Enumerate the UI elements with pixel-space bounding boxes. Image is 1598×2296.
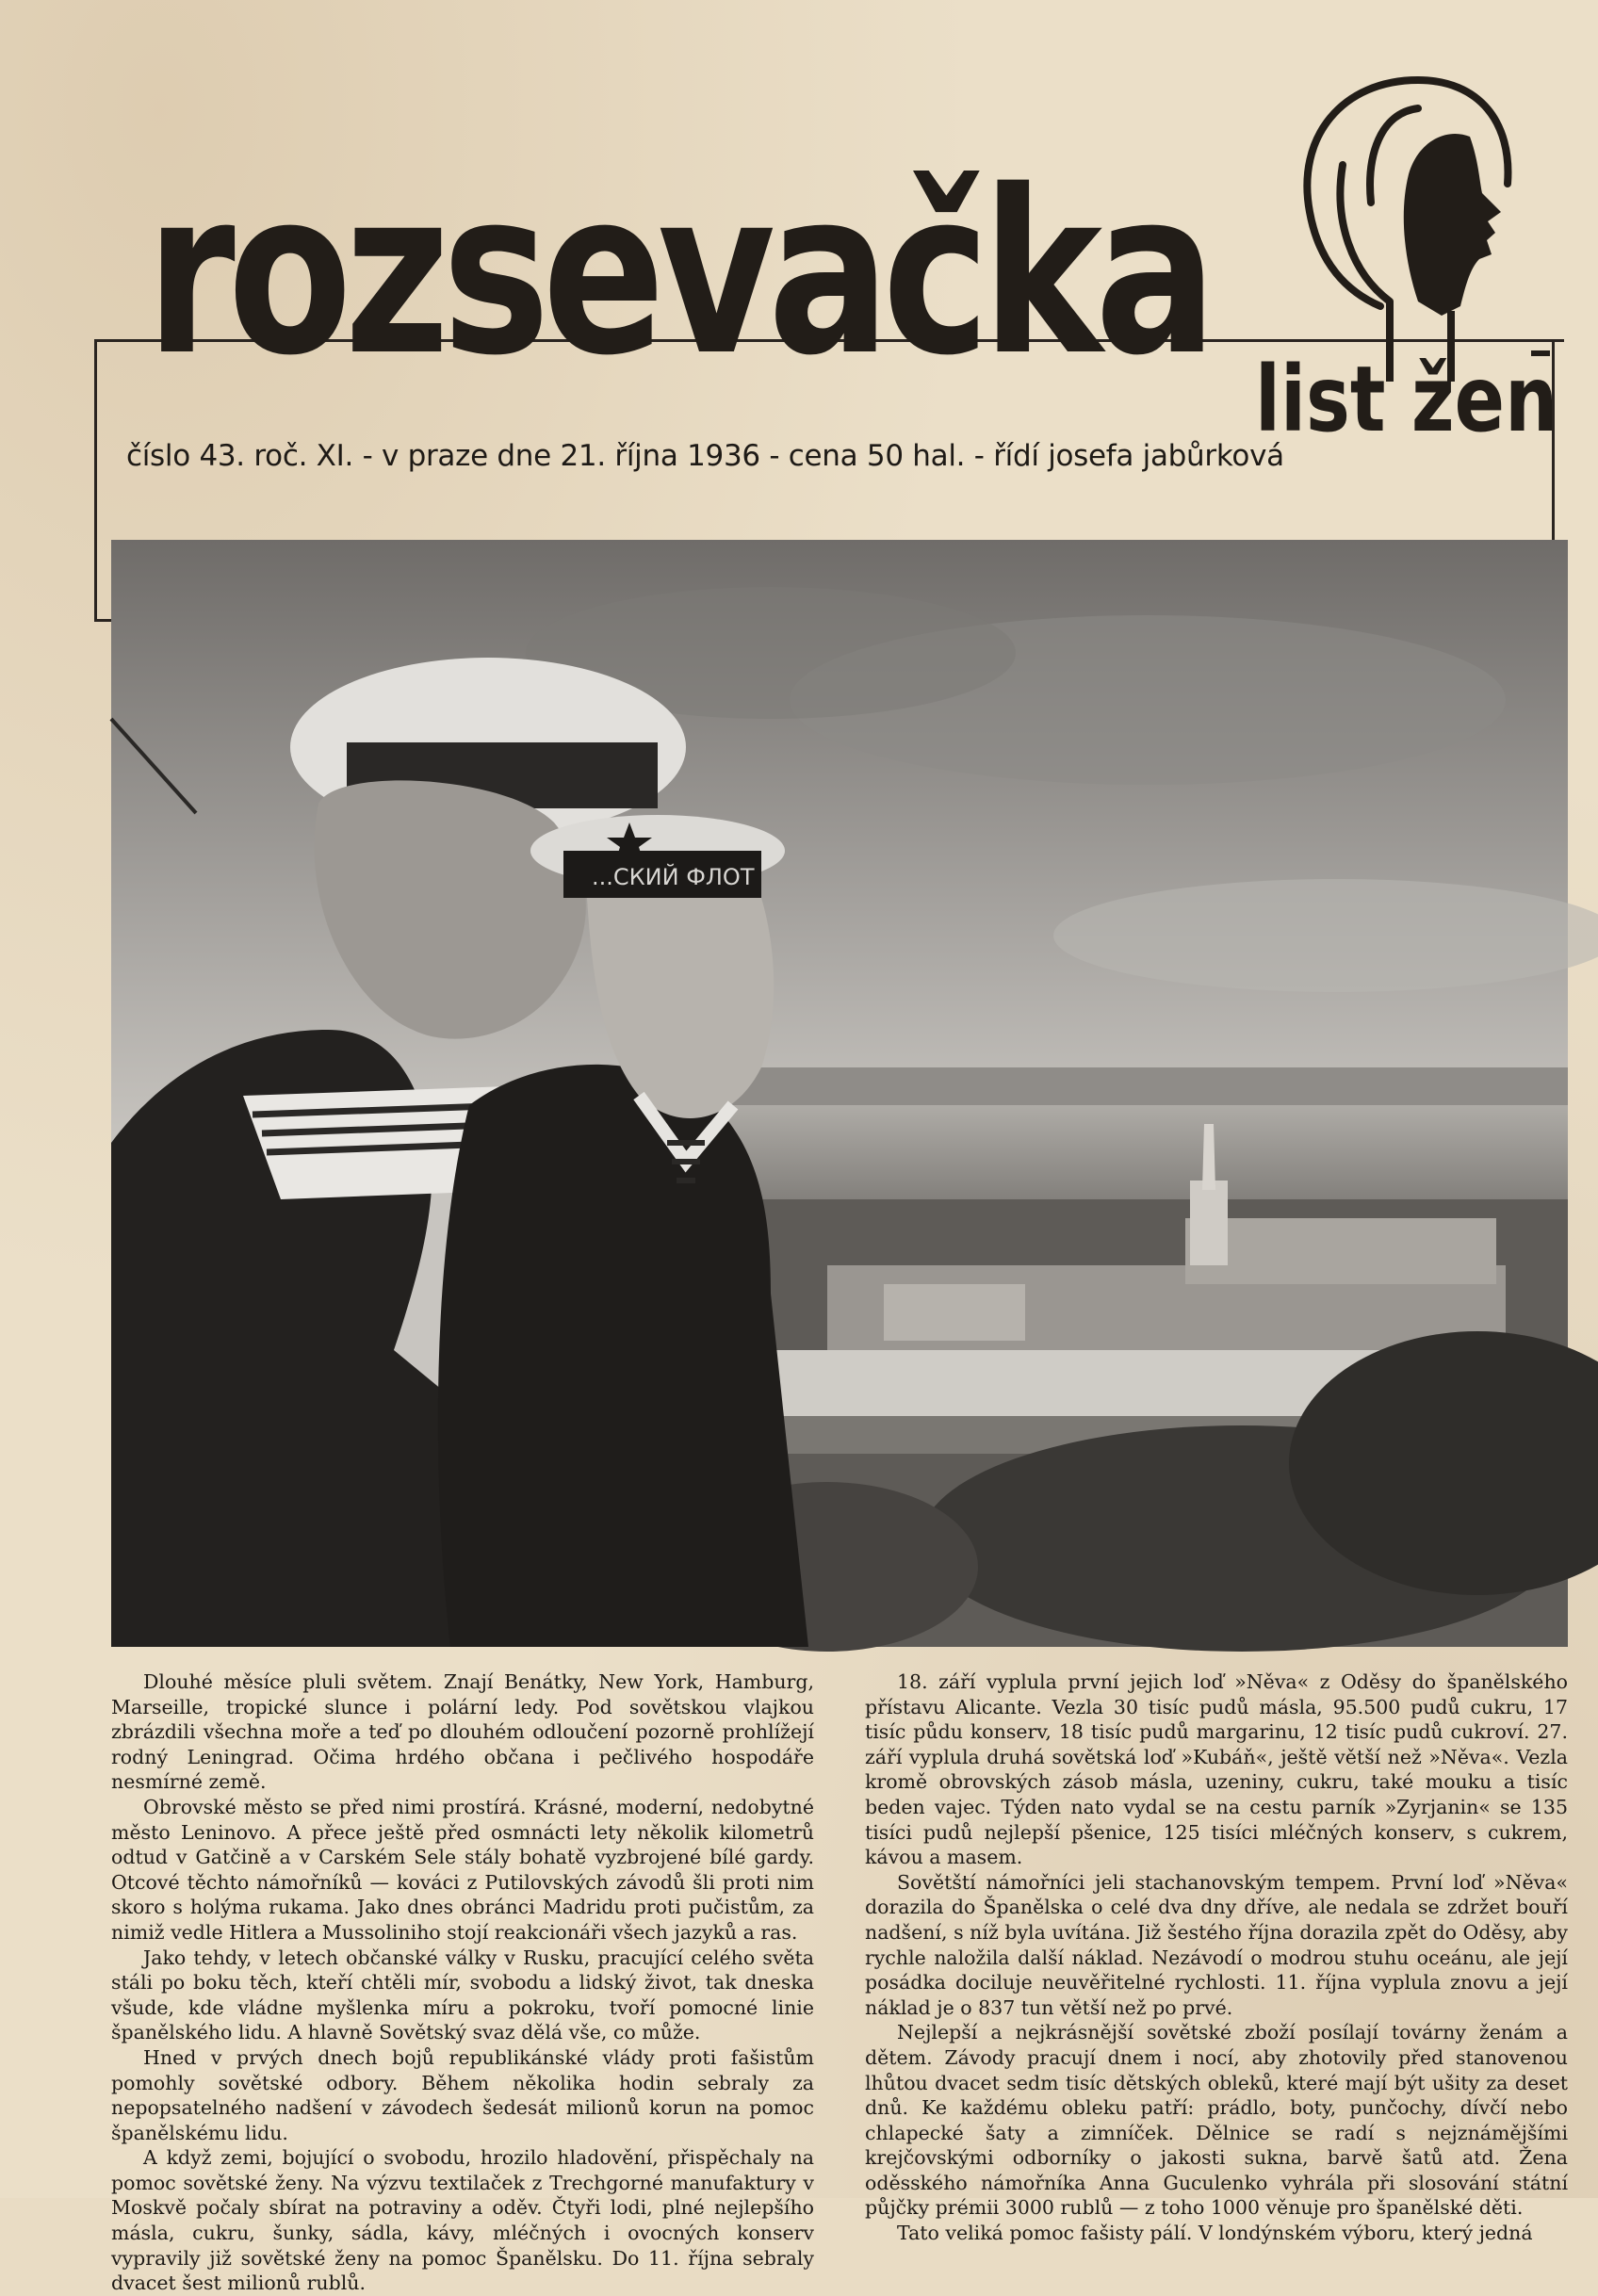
article-paragraph: Jako tehdy, v letech občanské války v Rusku, pracující celého světa stáli po boku těch, kteří chtěli mír, svobodu a lidský život, tak dneska všude, kde vládne myšlenka míru a pokroku, tvoří pomocné linie španělského lidu. A hlavně Sovětský svaz dělá vše, co může.	[111, 1946, 814, 2044]
article-paragraph: Tato veliká pomoc fašisty pálí. V londýnském výboru, který jedná	[897, 2222, 1533, 2245]
article-paragraph: Nejlepší a nejkrásnější sovětské zboží posílají továrny ženám a dětem. Závody pracují dnem i nocí, aby zhotovily před stanovenou lhůtou dvacet sedm tisíc dětských obleků, které mají být ušity za deset dnů. Ke každému obleku patří: prádlo, boty, punčochy, dívčí nebo chlapecké šaty a zimníček. Dělnice se radí s nejznámějšími krejčovskými odborníky o jakosti sukna, barvě šatů atd. Žena oděsského námořníka Anna Guculenko vyhrála při slosování státní půjčky prémii 3000 rublů — z toho 1000 věnuje pro španělské děti.	[865, 2021, 1568, 2220]
masthead	[94, 132, 1564, 490]
article-paragraph: Obrovské město se před nimi prostírá. Krásné, moderní, nedobytné město Leninovo. A přece ještě před osmnácti lety několik kilometrů odtud v Gatčině a v Carském Sele stály bohatě vyzbrojené bílé gardy. Otcové těchto námořníků — kováci z Putilovských závodů šli proti nim skoro s holýma rukama. Jako dnes obránci Madridu proti pučistům, za nimiž vedle Hitlera a Mussoliniho stojí reakcionáři všech jazyků a ras.	[111, 1795, 814, 1944]
article	[111, 1669, 1568, 2295]
woman-profile-icon	[1277, 71, 1559, 382]
cover-photo	[111, 540, 1568, 1647]
article-paragraph: Hned v prvých dnech bojů republikánské vlády proti fašistům pomohly sovětské odbory. Během několika hodin sebraly za nepopsatelného nadšení v závodech šedesát milionů korun na pomoc španělskému lidu.	[111, 2045, 814, 2144]
article-paragraph: A když zemi, bojující o svobodu, hrozilo hladovění, přispěchaly na pomoc sovětské ženy. Na výzvu textilaček z Trechgorné manufaktury v Moskvě počaly sbírat na potraviny a oděv. Čtyři lodi, plné nejlepšího másla, cukru, šunky, sádla, kávy, mléčných i ovocných konserv vypravily již sovětské ženy na pomoc Španělsku. Do 11. října sebraly dvacet šest milionů rublů.	[111, 2146, 814, 2295]
article-paragraph: Dlouhé měsíce pluli světem. Znají Benátky, New York, Hamburg, Marseille, tropické slunce i polární ledy. Pod sovětskou vlajkou zbrázdili všechna moře a teď po dlouhém odloučení pozorně prohlížejí rodný Leningrad. Očima hrdého občana i pečlivého hospodáře nesmírné země.	[111, 1670, 814, 1794]
newspaper-subtitle: list žen	[1255, 347, 1558, 452]
cap-ribbon-text: ...СКИЙ ФЛОТ	[592, 864, 755, 890]
article-paragraph: Sovětští námořníci jeli stachanovským tempem. První loď »Něva« dorazila do Španělska o celé dva dny dříve, ale nedala se zdržet bouří nadšení, s níž byla uvítána. Již šestého října dorazila zpět do Oděsy, aby rychle naložila další náklad. Nezávodí o modrou stuhu oceánu, ale její posádka dociluje neuvěřitelné rychlosti. 11. října vyplula znovu a její náklad je o 837 tun větší než po prvé.	[865, 1870, 1568, 2019]
article-column-right	[865, 1669, 1568, 2246]
article-column-left	[111, 1669, 814, 2296]
article-paragraph: 18. září vyplula první jejich loď »Něva« z Oděsy do španělského přístavu Alicante. Vezla 30 tisíc pudů másla, 95.500 pudů cukru, 17 tisíc půdu konserv, 18 tisíc pudů margarinu, 12 tisíc pudů cukroví. 27. září vyplula druhá sovětská loď »Kubáň«, ještě větší než »Něva«. Vezla kromě obrovských zásob másla, uzeniny, cukru, také mouku a tisíc beden vajec. Týden nato vydal se na cestu parník »Zyrjanin« se 135 tisíci pudů nejlepší pšenice, 125 tisíci mléčných konserv, s cukrem, kávou a masem.	[865, 1670, 1568, 1869]
newspaper-title: rozsevačka	[146, 141, 1210, 405]
issue-info: číslo 43. roč. XI. - v praze dne 21. října 1936 - cena 50 hal. - řídí josefa jabůrková	[126, 439, 1284, 473]
